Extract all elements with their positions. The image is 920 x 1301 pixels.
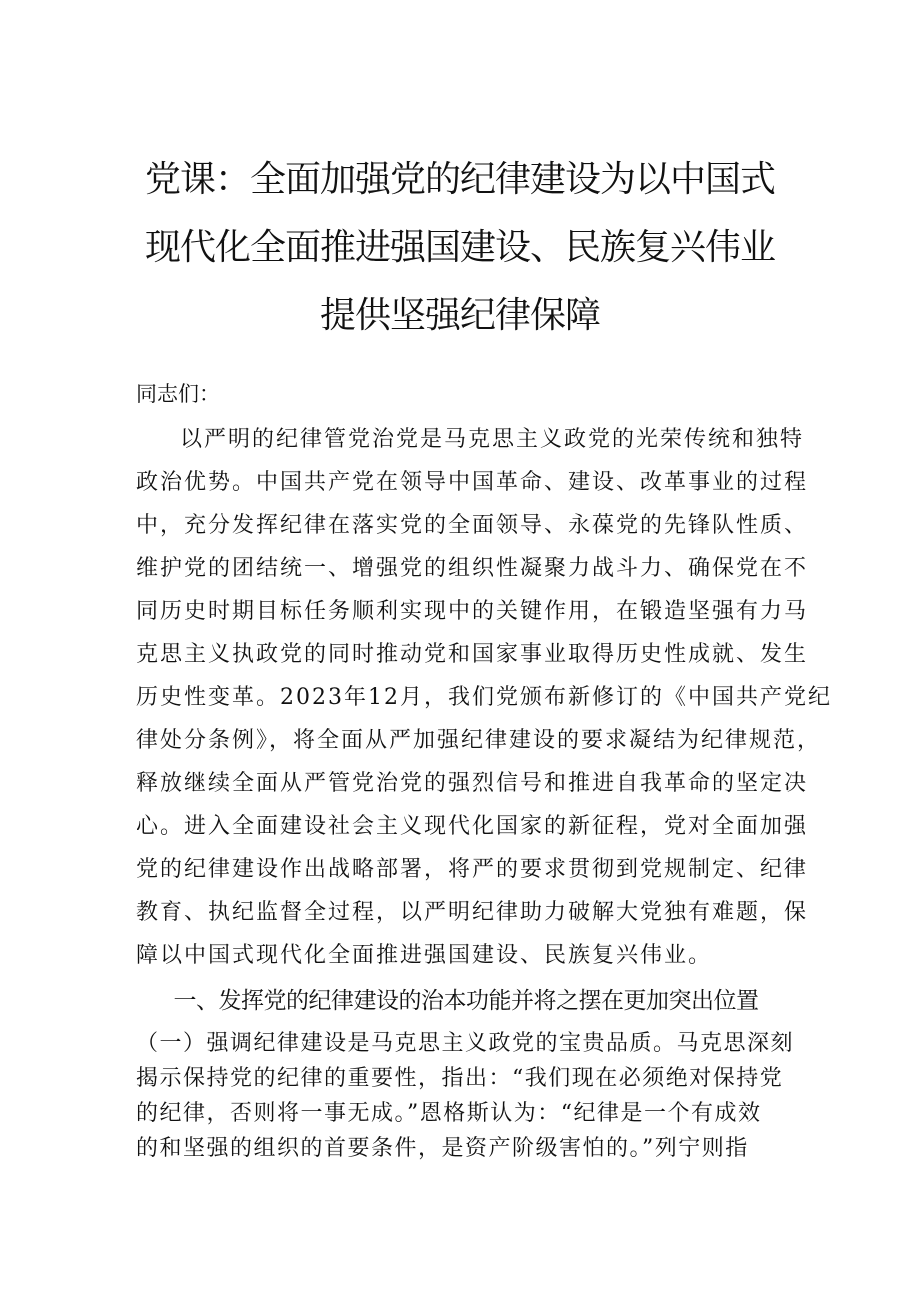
intro-line: 政治优势。中国共产党在领导中国革命、建设、改革事业的过程 [136, 470, 809, 495]
section-heading-1: 一、发挥党的纪律建设的治本功能并将之摆在更加突出位置 [173, 988, 759, 1014]
intro-line: 教育、执纪监督全过程，以严明纪律助力破解大党独有难题，保 [136, 900, 809, 925]
intro-line: 同历史时期目标任务顺利实现中的关键作用，在锻造坚强有力马 [136, 599, 809, 624]
intro-line: 党的纪律建设作出战略部署，将严的要求贯彻到党规制定、纪律 [136, 857, 809, 882]
intro-paragraph [136, 418, 832, 977]
intro-line: 克思主义执政党的同时推动党和国家事业取得历史性成就、发生 [136, 642, 809, 667]
paragraph-line: 的和坚强的组织的首要条件，是资产阶级害怕的。”列宁则指 [136, 1136, 749, 1161]
intro-line: 中，充分发挥纪律在落实党的全面领导、永葆党的先锋队性质、 [136, 513, 809, 538]
document-title [120, 146, 800, 350]
intro-line: 释放继续全面从严管党治党的强烈信号和推进自我革命的坚定决 [136, 771, 809, 796]
intro-line: 维护党的团结统一、增强党的组织性凝聚力战斗力、确保党在不 [136, 556, 809, 581]
intro-line: 以严明的纪律管党治党是马克思主义政党的光荣传统和独特 [180, 427, 805, 452]
paragraph-line: （一）强调纪律建设是马克思主义政党的宝贵品质。马克思深刻 [136, 1031, 795, 1056]
intro-line: 心。进入全面建设社会主义现代化国家的新征程，党对全面加强 [136, 814, 809, 839]
intro-line: 障以中国式现代化全面推进强国建设、民族复兴伟业。 [136, 943, 713, 968]
section-1-paragraph [136, 1026, 795, 1166]
salutation: 同志们： [136, 382, 220, 406]
title-line-2: 现代化全面推进强国建设、民族复兴伟业 [144, 227, 775, 268]
paragraph-line: 的纪律，否则将一事无成。”恩格斯认为：“纪律是一个有成效 [136, 1101, 762, 1126]
intro-line: 历史性变革。2023年12月，我们党颁布新修订的《中国共产党纪 [136, 685, 832, 710]
intro-line: 律处分条例》，将全面从严加强纪律建设的要求凝结为纪律规范， [136, 728, 822, 753]
paragraph-line: 揭示保持党的纪律的重要性，指出：“我们现在必须绝对保持党 [136, 1066, 784, 1091]
title-line-3: 提供坚强纪律保障 [319, 295, 600, 336]
title-line-1: 党课：全面加强党的纪律建设为以中国式 [144, 159, 775, 200]
